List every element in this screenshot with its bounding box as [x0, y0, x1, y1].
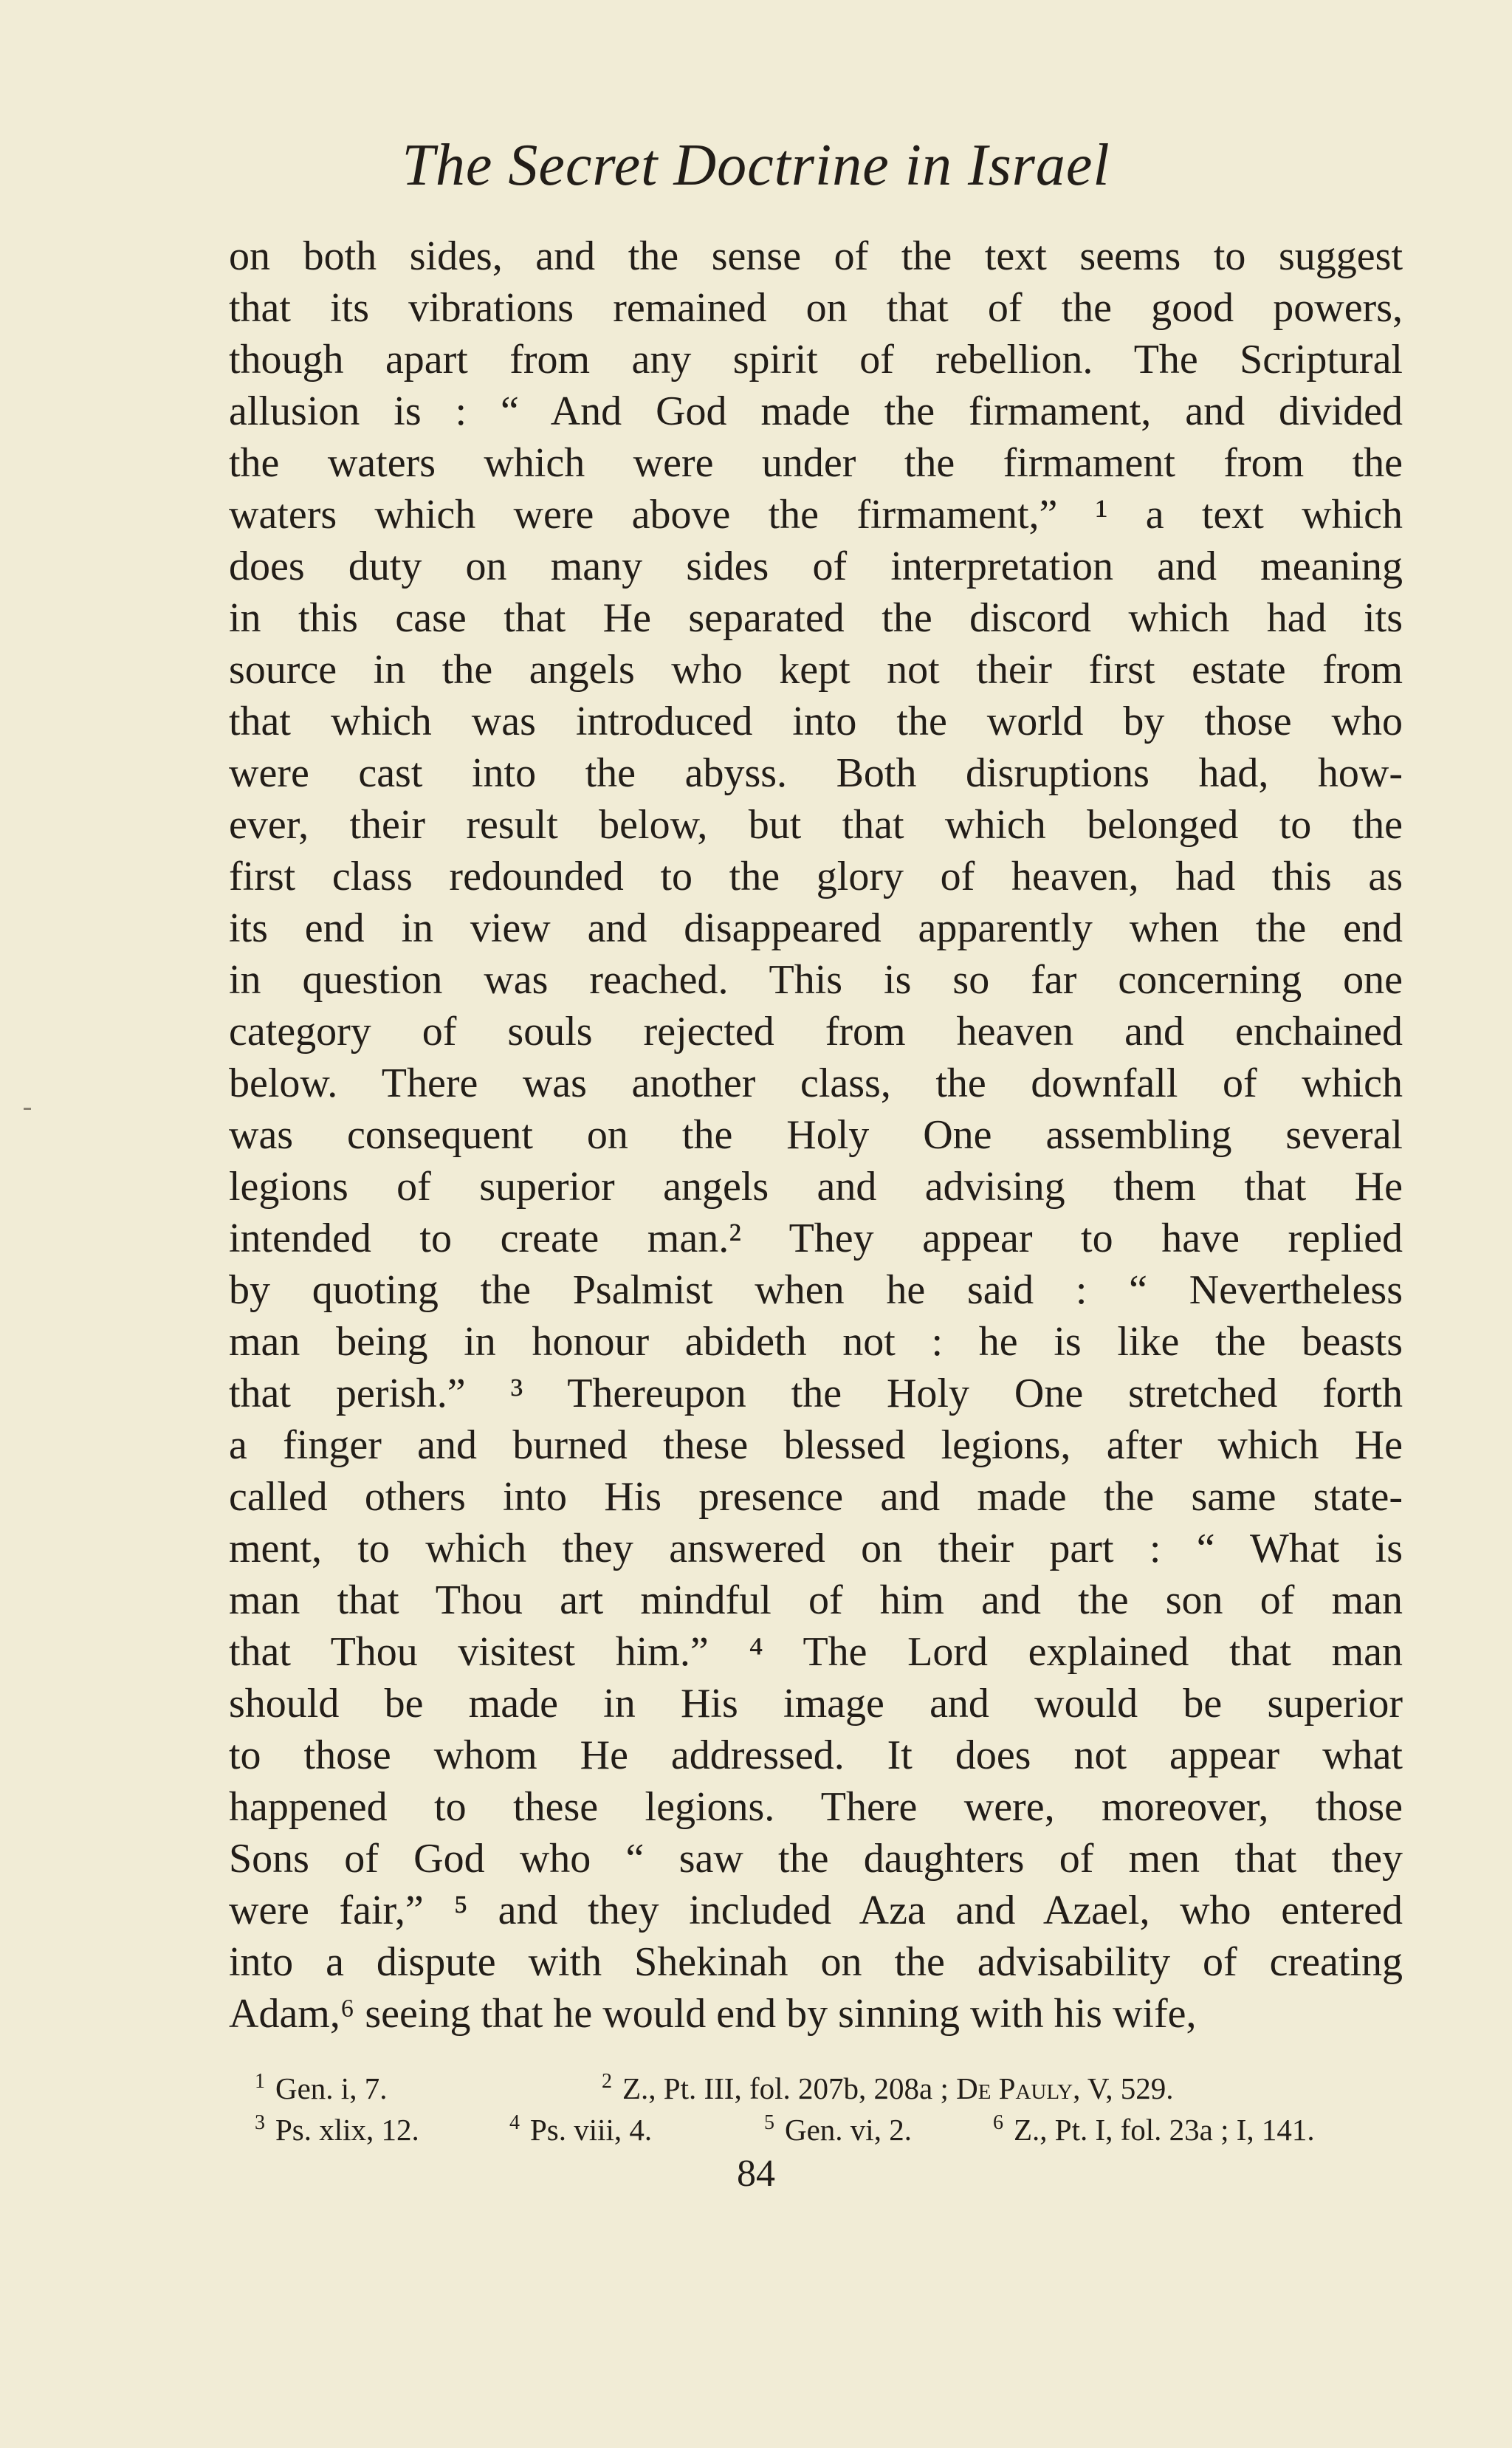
footnote-number: 5 [764, 2111, 774, 2135]
footnote-row [255, 2109, 1406, 2150]
text-line: to those whom He addressed. It does not appear what [229, 1732, 1403, 1778]
footnote [993, 2109, 1315, 2150]
text-line: that which was introduced into the world by those who [229, 699, 1403, 744]
text-line: does duty on many sides of interpretation and meaning [229, 544, 1403, 589]
text-line: in this case that He separated the discord which had its [229, 595, 1403, 641]
footnote-row [255, 2068, 1406, 2109]
footnote [764, 2109, 912, 2150]
text-line: ment, to which they answered on their part : “ What is [229, 1526, 1403, 1571]
text-line: in question was reached. This is so far concerning one [229, 957, 1403, 1003]
text-line: below. There was another class, the downfall of which [229, 1060, 1403, 1106]
text-line: that perish.” ³ Thereupon the Holy One stretched forth [229, 1371, 1403, 1416]
page-number: 84 [737, 2153, 775, 2195]
footnote [602, 2068, 1173, 2109]
text-line: allusion is : “ And God made the firmament, and divided [229, 388, 1403, 434]
text-line: category of souls rejected from heaven and enchained [229, 1009, 1403, 1055]
footnote [509, 2109, 652, 2150]
body-text [229, 230, 1403, 2040]
text-line: the waters which were under the firmament from the [229, 440, 1403, 486]
footnote-number: 3 [255, 2111, 265, 2135]
text-line: ever, their result below, but that which belonged to the [229, 802, 1403, 848]
footnote-number: 2 [602, 2070, 612, 2094]
text-line: first class redounded to the glory of heaven, had this as [229, 854, 1403, 899]
text-line: source in the angels who kept not their first estate from [229, 647, 1403, 693]
footnote-text: Ps. viii, 4. [530, 2113, 653, 2147]
footnote-text: Z., Pt. III, fol. 207b, 208a ; [622, 2071, 957, 2105]
text-line: intended to create man.² They appear to have replied [229, 1216, 1403, 1261]
footnote-number: 6 [993, 2111, 1003, 2135]
text-line: waters which were above the firmament,” ¹ a text which [229, 492, 1403, 538]
text-line: its end in view and disappeared apparently when the end [229, 905, 1403, 951]
text-line: that its vibrations remained on that of the good powers, [229, 285, 1403, 331]
text-line: were fair,” ⁵ and they included Aza and Azael, who entered [229, 1888, 1403, 1933]
text-line: should be made in His image and would be superior [229, 1681, 1403, 1727]
text-line: Sons of God who “ saw the daughters of men that they [229, 1836, 1403, 1882]
text-line: a finger and burned these blessed legions, after which He [229, 1422, 1403, 1468]
text-line: legions of superior angels and advising them that He [229, 1164, 1403, 1210]
footnote-number: 1 [255, 2070, 265, 2094]
footnote-text: Z., Pt. I, fol. 23a ; I, 141. [1014, 2113, 1315, 2147]
text-line: though apart from any spirit of rebellion. The Scriptural [229, 337, 1403, 383]
text-line: was consequent on the Holy One assembling several [229, 1112, 1403, 1158]
text-line: into a dispute with Shekinah on the advisability of creating [229, 1939, 1403, 1985]
footnote-text: Gen. i, 7. [275, 2071, 388, 2105]
text-line: were cast into the abyss. Both disruptions had, how- [229, 750, 1403, 796]
footnote [255, 2109, 419, 2150]
running-head: The Secret Doctrine in Israel [402, 133, 1110, 198]
footnote-number: 4 [509, 2111, 520, 2135]
footnote-text: Gen. vi, 2. [785, 2113, 912, 2147]
margin-mark [24, 1108, 31, 1110]
text-line: happened to these legions. There were, moreover, those [229, 1784, 1403, 1830]
text-line: called others into His presence and made the same state- [229, 1474, 1403, 1520]
text-line: man being in honour abideth not : he is like the beasts [229, 1319, 1403, 1365]
text-line: man that Thou art mindful of him and the son of man [229, 1577, 1403, 1623]
text-line: Adam,⁶ seeing that he would end by sinning with his wife, [229, 1991, 1197, 2037]
text-line: that Thou visitest him.” ⁴ The Lord explained that man [229, 1629, 1403, 1675]
footnote [255, 2068, 387, 2109]
footnote-text: Ps. xlix, 12. [275, 2113, 419, 2147]
footnote-text: , V, 529. [1073, 2071, 1174, 2105]
text-line: on both sides, and the sense of the text seems to suggest [229, 233, 1403, 279]
text-line: by quoting the Psalmist when he said : “ Nevertheless [229, 1267, 1403, 1313]
footnotes [255, 2068, 1406, 2150]
footnote-author: De Pauly [956, 2071, 1073, 2105]
